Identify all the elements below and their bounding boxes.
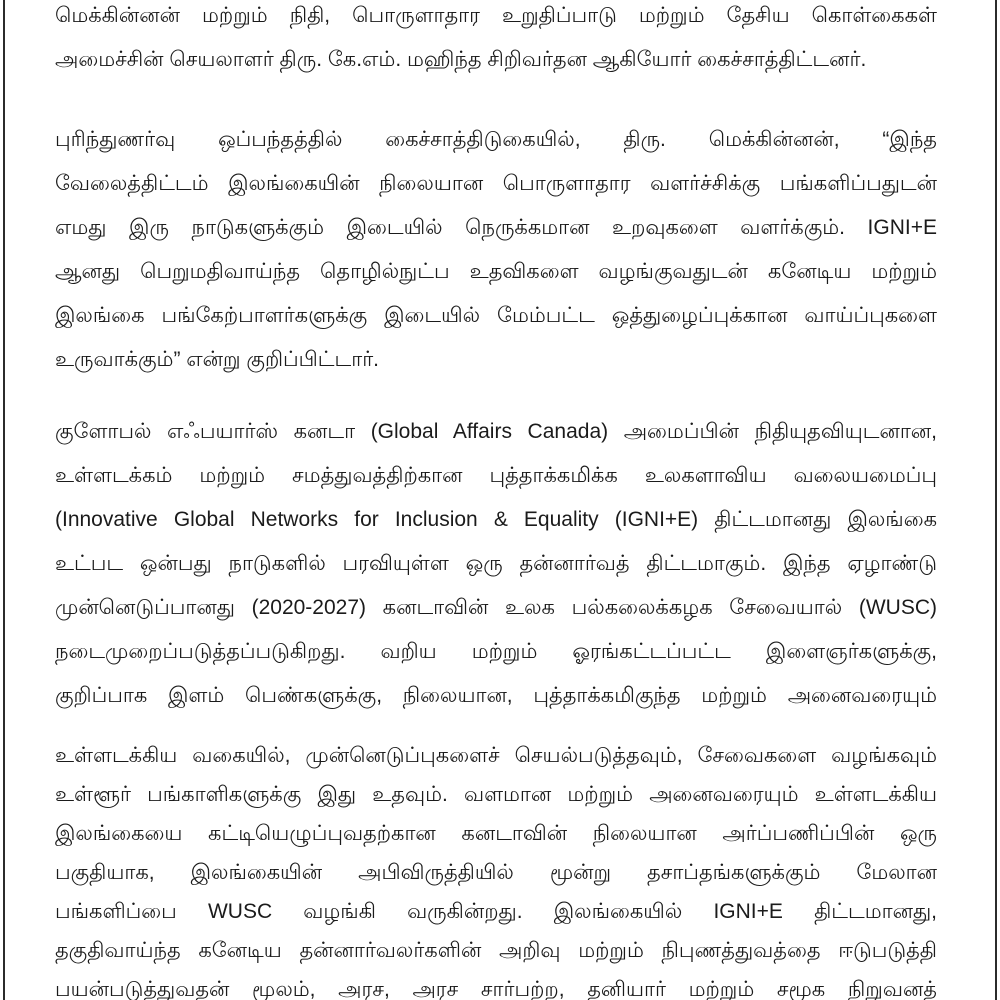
text-line: ஆனது பெறுமதிவாய்ந்த தொழில்நுட்ப உதவிகளை வழங்குவதுடன் கனேடிய மற்றும் <box>55 260 937 283</box>
text-line: வேலைத்திட்டம் இலங்கையின் நிலையான பொருளாதார வளர்ச்சிக்கு பங்களிப்பதுடன் <box>55 172 937 195</box>
paragraph-1 <box>55 0 937 82</box>
text-line: பகுதியாக, இலங்கையின் அபிவிருத்தியில் மூன்று தசாப்தங்களுக்கும் மேலான <box>55 861 937 884</box>
text-line: குறிப்பாக இளம் பெண்களுக்கு, நிலையான, புத்தாக்கமிகுந்த மற்றும் அனைவரையும் <box>55 684 937 707</box>
text-line: எமது இரு நாடுகளுக்கும் இடையில் நெருக்கமான உறவுகளை வளர்க்கும். IGNI+E <box>55 216 937 239</box>
text-line: நடைமுறைப்படுத்தப்படுகிறது. வறிய மற்றும் ஓரங்கட்டப்பட்ட இளைஞர்களுக்கு, <box>55 640 937 663</box>
text-line: இலங்கை பங்கேற்பாளர்களுக்கு இடையில் மேம்பட்ட ஒத்துழைப்புக்கான வாய்ப்புகளை <box>55 304 937 327</box>
text-line: (Innovative Global Networks for Inclusion & Equality (IGNI+E) திட்டமானது இலங்கை <box>55 508 937 531</box>
page-right-edge-rule <box>995 0 997 1000</box>
text-line: தகுதிவாய்ந்த கனேடிய தன்னார்வலர்களின் அறிவு மற்றும் நிபுணத்துவத்தை ஈடுபடுத்தி <box>55 939 937 962</box>
document-body <box>55 0 937 1000</box>
text-line: மெக்கின்னன் மற்றும் நிதி, பொருளாதார உறுதிப்பாடு மற்றும் தேசிய கொள்கைகள் <box>55 4 937 27</box>
paragraph-3 <box>55 410 937 718</box>
text-line: உட்பட ஒன்பது நாடுகளில் பரவியுள்ள ஒரு தன்னார்வத் திட்டமாகும். இந்த ஏழாண்டு <box>55 552 937 575</box>
text-line: உள்ளடக்கிய வகையில், முன்னெடுப்புகளைச் செயல்படுத்தவும், சேவைகளை வழங்கவும் <box>55 744 937 767</box>
text-line: உருவாக்கும்” என்று குறிப்பிட்டார். <box>55 348 380 371</box>
text-line: பங்களிப்பை WUSC வழங்கி வருகின்றது. இலங்கையில் IGNI+E திட்டமானது, <box>55 900 937 923</box>
text-line: புரிந்துணர்வு ஒப்பந்தத்தில் கைச்சாத்திடுகையில், திரு. மெக்கின்னன், “இந்த <box>55 128 937 151</box>
text-line: உள்ளூர் பங்காளிகளுக்கு இது உதவும். வளமான மற்றும் அனைவரையும் உள்ளடக்கிய <box>55 783 937 806</box>
text-line: குளோபல் எஃபயார்ஸ் கனடா (Global Affairs Canada) அமைப்பின் நிதியுதவியுடனான, <box>55 420 937 443</box>
text-line: உள்ளடக்கம் மற்றும் சமத்துவத்திற்கான புத்தாக்கமிக்க உலகளாவிய வலையமைப்பு <box>55 464 937 487</box>
paragraph-4 <box>55 736 937 1000</box>
text-line: அமைச்சின் செயலாளர் திரு. கே.எம். மஹிந்த சிறிவர்தன ஆகியோர் கைச்சாத்திட்டனர். <box>55 48 867 71</box>
page-left-edge-rule <box>3 0 5 1000</box>
text-line: முன்னெடுப்பானது (2020-2027) கனடாவின் உலக பல்கலைக்கழக சேவையால் (WUSC) <box>55 596 937 619</box>
paragraph-2 <box>55 118 937 382</box>
text-line: பயன்படுத்துவதன் மூலம், அரச, அரச சார்பற்ற, தனியார் மற்றும் சமூக நிறுவனத் <box>55 978 937 1000</box>
text-line: இலங்கையை கட்டியெழுப்புவதற்கான கனடாவின் நிலையான அர்ப்பணிப்பின் ஒரு <box>55 822 937 845</box>
